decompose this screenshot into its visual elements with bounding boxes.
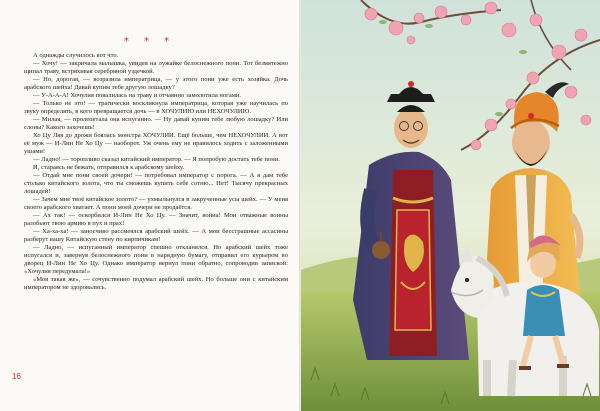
page-number: 16 bbox=[12, 372, 21, 381]
illustration-page bbox=[301, 0, 600, 411]
left-page bbox=[0, 0, 299, 411]
paragraph: Хо Цу Ляя до дрожи боялась монстра ХОЧУЛИИ. Ещё больше, чем НЕХОЧУЛИИ. А вот её муж — И-Лин Не Хо Цу — наоборот. Уж очень ему не нравилось ходить с заложенными ушами! bbox=[24, 132, 288, 155]
paragraph: — Ладно, — испуганный император спешно откланялся. Но арабский шейх тоже испугался и, завернув белоснежного пони в нарядную бумагу, отправил его курьером во дворец И-Лин Не Хо Цу. Однако император вернул пони обратно, сопроводив запиской: «Хочулия передумала!» bbox=[24, 244, 288, 275]
paragraph: И, стараясь не бежать, отправился к арабскому шейху. bbox=[33, 164, 185, 171]
paragraph: — Зачем мне твоё китайское золото? — ухмыльнулся в закрученные усы шейх. — У меня своего арабского хватает. А пони моей дочери не продаётся. bbox=[24, 196, 288, 211]
section-stars: * * * bbox=[123, 36, 176, 47]
paragraph: — Только не это! — трагически воскликнула императрица, которая уже научилась по звуку определять, в кого превращается дочь — в ХОЧУЛИЮ или НЕХОЧУЛИЮ. bbox=[24, 100, 288, 115]
paragraph: — Но, дорогая, — возразила императрица, — у этого пони уже есть хозяйка. Дочь арабского шейха! Давай купим тебе другую лошадку? bbox=[24, 76, 288, 91]
paragraph: — У-А-А-А! Хочулия повалилась на траву и отчаянно замолотила ногами. bbox=[33, 92, 242, 99]
paragraph: — Отдай мне пони своей дочери! — потребовал император с порога. — А я дам тебе столько китайского золота, что ты сможешь купить себе сотню... Нет! Тысячу прекрасных лошадей! bbox=[24, 172, 288, 195]
paragraph: — Милая, — пролепетала она испуганно. — Ну давай купим тебе любую лошадку? Или слоны? Какого захочешь! bbox=[24, 116, 288, 131]
story-text bbox=[24, 52, 288, 292]
paragraph: А однажды случилось вот что. bbox=[33, 52, 119, 59]
paragraph: — Ха-ха-ха! — заносчиво рассмеялся арабский шейх. — А мои бесстрашные ассасины разберут вашу Китайскую стену по кирпичикам! bbox=[24, 228, 288, 243]
paragraph: — Хочу! — закричала малышка, увидев на лужайке белоснежного пони. Тот безмятежно щипал траву, встряхивая серебряной уздечкой. bbox=[24, 60, 288, 75]
paragraph: — Ах так! — оскорбился И-Лин Не Хо Цу. — Значит, война! Мои отважные воины разобьют твою армию в пух и прах! bbox=[24, 212, 288, 227]
paragraph: «Моя такая же», — сочувственно подумал арабский шейх. Но больше они с китайским императором не здоровались. bbox=[24, 276, 288, 291]
paragraph: — Ладно! — торопливо сказал китайский император. — Я попробую достать тебе пони. bbox=[33, 156, 280, 163]
illustration bbox=[301, 0, 600, 411]
